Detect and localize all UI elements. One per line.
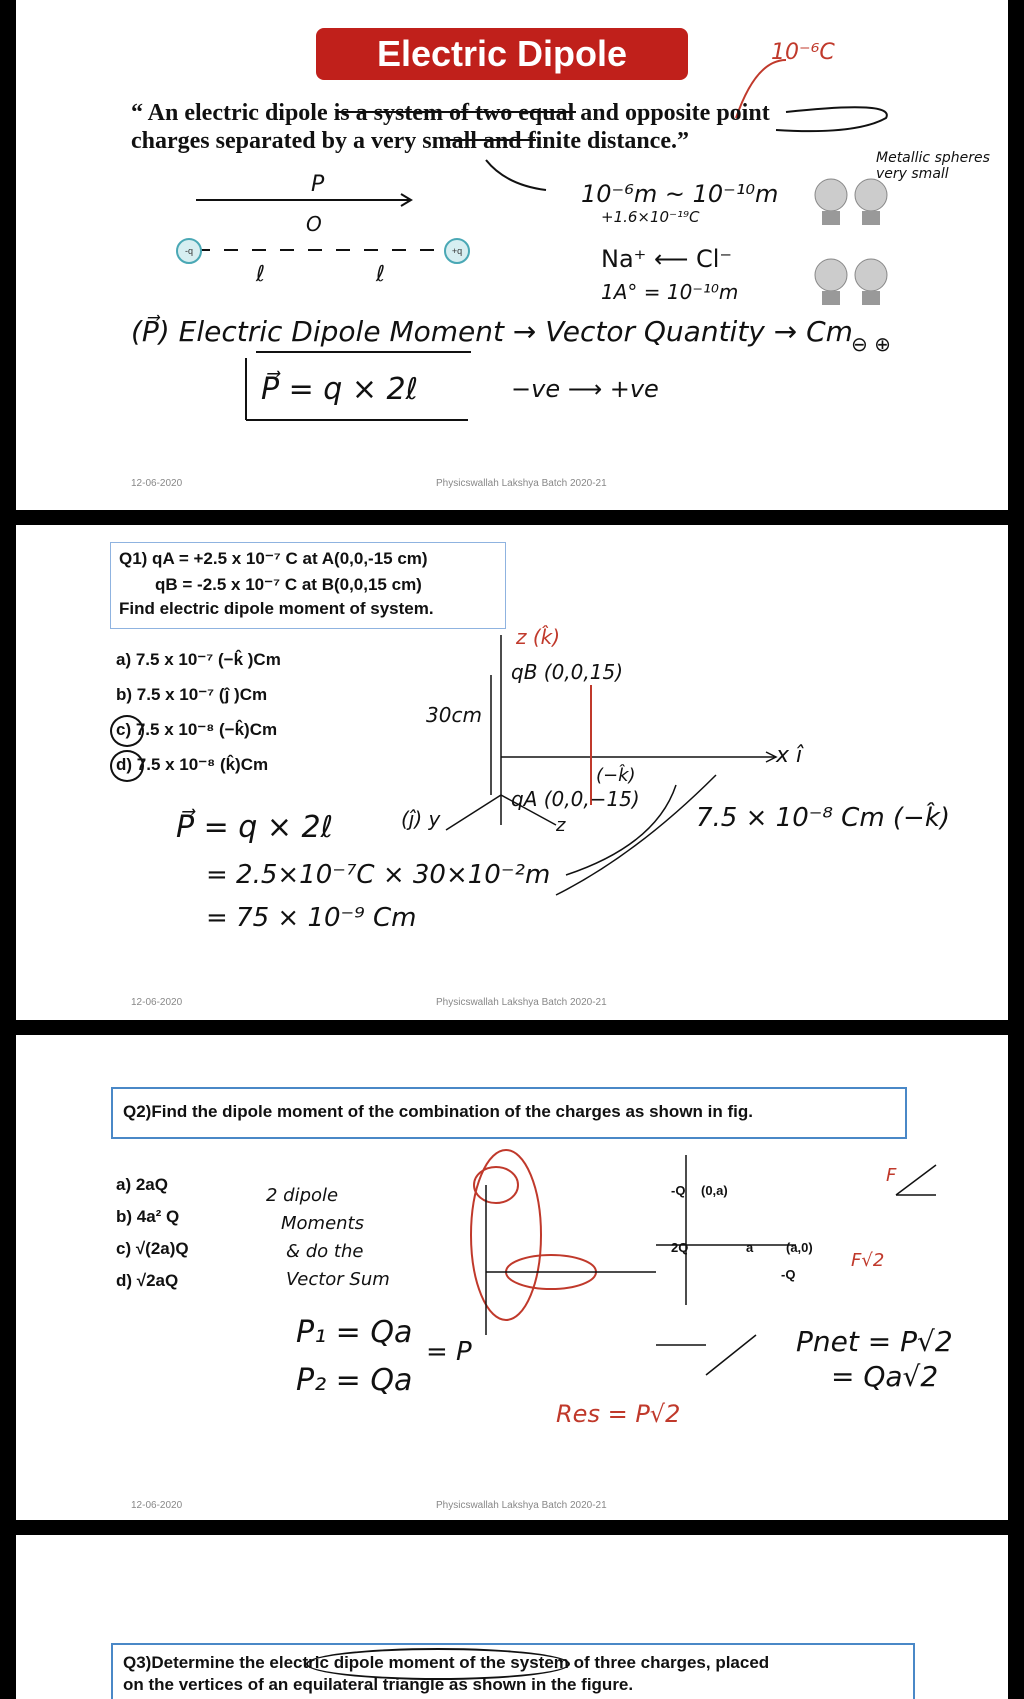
neg-k-label: (−k̂) [596,765,636,786]
slide-q3 [16,1535,1008,1699]
option-a: a) 2aQ [116,1175,168,1194]
equals-p: = P [426,1337,472,1367]
note-p: P [311,172,325,197]
option-c: c) √(2a)Q [116,1239,189,1258]
option-d: d) 7.5 x 10⁻⁸ (k̂)Cm [116,755,269,774]
direction: −ve ⟶ +ve [511,375,659,403]
working-line-3: = 75 × 10⁻⁹ Cm [206,903,417,933]
definition-line-2: charges separated by a very small and finite distance.” [131,128,689,154]
charges-figure [16,1035,1008,1520]
working-line-2: = 2.5×10⁻⁷C × 30×10⁻²m [206,860,551,890]
fig-a: a [746,1240,754,1255]
note-charge: 10⁻⁶C [771,40,835,65]
note-metallic: Metallic spheres very small [876,150,990,182]
red-arrow-curve [16,0,1008,510]
slide-batch: Physicswallah Lakshya Batch 2020-21 [436,1500,607,1511]
p2-eq: P₂ = Qa [296,1363,413,1398]
definition-line-1: “ An electric dipole is a system of two equal and opposite point [131,100,770,126]
fig-neg-q-top: -Q [671,1183,686,1198]
formula: P⃗ = q × 2ℓ [261,372,419,407]
note-range: 10⁻⁶m ~ 10⁻¹⁰m [581,180,779,208]
axis-z-label: z (k̂) [516,625,561,649]
note-nacl: Na⁺ ⟵ Cl⁻ [601,245,733,273]
question-line-2: on the vertices of an equilateral triangle as shown in the figure. [123,1675,634,1694]
option-b: b) 7.5 x 10⁻⁷ (ĵ )Cm [116,685,268,704]
question-text: Q2)Find the dipole moment of the combination of the charges as shown in fig. [123,1102,753,1121]
slide-date: 12-06-2020 [131,478,183,489]
note-line-1: 2 dipole [266,1185,339,1206]
note-angstrom: 1A° = 10⁻¹⁰m [601,280,739,304]
fig-neg-q-right: -Q [781,1267,796,1282]
fig-point-0a: (0,a) [701,1183,728,1198]
axis-z2-label: z [556,815,566,836]
axis-x-label: x î [776,743,803,768]
axis-y-label: (ĵ) y [401,807,441,831]
force-f-root2: F√2 [851,1250,885,1271]
slide-q2 [16,1035,1008,1520]
length-label: 30cm [426,703,482,727]
label-l-right: ℓ [376,262,386,287]
pnet-line-2: = Qa√2 [831,1360,939,1393]
option-c: c) 7.5 x 10⁻⁸ (−k̂)Cm [116,720,278,739]
option-a: a) 7.5 x 10⁻⁷ (−k̂ )Cm [116,650,281,669]
note-line-4: Vector Sum [286,1269,390,1290]
qa-label: qA (0,0,−15) [511,787,640,811]
dipole-moment-line: (P⃗) Electric Dipole Moment → Vector Quantity → Cm [131,315,853,348]
note-line-2: Moments [281,1213,364,1234]
p1-eq: P₁ = Qa [296,1315,413,1350]
charge-negative: -q [176,238,202,264]
qb-label: qB (0,0,15) [511,660,623,684]
slide-date: 12-06-2020 [131,1500,183,1511]
charge-positive: +q [444,238,470,264]
slide-q1 [16,525,1008,1020]
slide-electric-dipole [16,0,1008,510]
option-d: d) √2aQ [116,1271,179,1290]
question-line-1: Q1) qA = +2.5 x 10⁻⁷ C at A(0,0,-15 cm) [119,549,428,568]
working-line-1: P⃗ = q × 2ℓ [176,810,334,845]
final-answer: 7.5 × 10⁻⁸ Cm (−k̂) [696,803,951,833]
label-l-left: ℓ [256,262,266,287]
force-f: F [886,1165,897,1186]
question-line-2: qB = -2.5 x 10⁻⁷ C at B(0,0,15 cm) [155,575,422,594]
slide-date: 12-06-2020 [131,997,183,1008]
signs: ⊖ ⊕ [851,332,891,356]
slide-batch: Physicswallah Lakshya Batch 2020-21 [436,478,607,489]
note-line-3: & do the [286,1241,364,1262]
question-line-3: Find electric dipole moment of system. [119,599,434,618]
axes-figure [16,525,1008,1020]
highlight-ellipse [306,1648,570,1680]
slide-batch: Physicswallah Lakshya Batch 2020-21 [436,997,607,1008]
note-e-charge: +1.6×10⁻¹⁹C [601,208,700,226]
resultant: Res = P√2 [556,1400,681,1428]
pnet-line-1: Pnet = P√2 [796,1325,953,1358]
question-line-1: Q3)Determine the electric dipole moment of the system of three charges, placed [123,1653,770,1672]
slide-title: Electric Dipole [316,28,688,80]
option-b: b) 4a² Q [116,1207,180,1226]
label-center: O [306,212,322,236]
fig-point-a0: (a,0) [786,1240,813,1255]
fig-2q: 2Q [671,1240,689,1255]
